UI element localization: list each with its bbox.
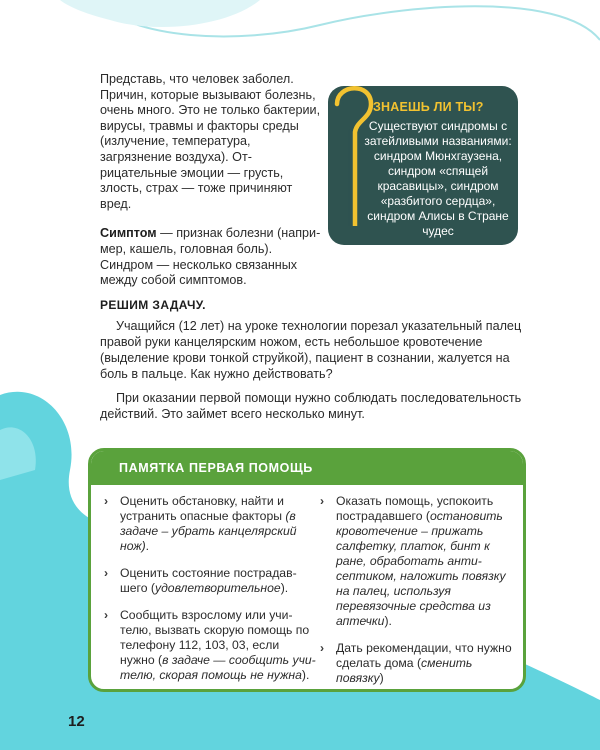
chevron-right-icon: ›	[320, 494, 325, 508]
chevron-right-icon: ›	[104, 494, 109, 508]
memo-left-column	[104, 494, 316, 692]
memo-title: ПАМЯТКА ПЕРВАЯ ПОМОЩЬ	[91, 451, 523, 485]
memo-step-1: › Оценить обстановку, найти и устранить опасные факторы (в задаче – убрать канцелярский нож).	[104, 494, 297, 553]
chevron-right-icon: ›	[104, 566, 109, 580]
task-heading: РЕШИМ ЗАДАЧУ.	[100, 298, 206, 312]
task-text: Учащийся (12 лет) на уроке технологии порезал указательный палец правой руки канцелярским ножом, есть небольшое кровотечение (выделение крови тонкой струйкой), пациент в сознании, жалуется на боль в пальце. Как нужно действовать?	[100, 319, 522, 381]
memo-step-3: › Сообщить взрослому или учителю, вызвать скорую помощь по телефону 112, 103, 03, если нужно (в задаче — сообщить учителю, скорая помощь не нужна).	[104, 608, 316, 682]
chevron-right-icon: ›	[320, 641, 325, 655]
memo-step-5: › Дать рекомендации, что нужно сделать дома (сменить повязку)	[320, 641, 512, 685]
order-text: При оказании первой помощи нужно соблюдать последовательность действий. Это займет всего несколько минут.	[100, 391, 522, 421]
intro-text	[100, 72, 322, 303]
intro-paragraph-1: Представь, что человек заболел. Причин, которые вызывают болезнь, очень много. Это не только бактерии, вирусы, травмы и факторы среды (излучение, температура, загрязнение воздуха). Отрицательные эмоции — грусть, злость, страх — тоже причиняют вред.	[100, 72, 321, 211]
page-number: 12	[68, 713, 85, 730]
intro-paragraph-2-text: — признак болезни (например, кашель, головная боль). Синдром — несколько связанных между собой симптомов.	[100, 226, 321, 288]
memo-right-column	[320, 494, 520, 692]
did-you-know-box	[328, 86, 518, 245]
intro-paragraph-2	[100, 226, 322, 288]
decorative-blob-top	[60, 0, 260, 27]
memo-step-4: › Оказать помощь, успокоить пострадавшего (остановить кровотечение – прижать салфетку, платок, бинт к ране, обработать антисептиком, наложить повязку на палец, используя перевязочные средства из аптечки).	[320, 494, 506, 628]
term-symptom: Симптом	[100, 226, 157, 241]
chevron-right-icon: ›	[104, 608, 109, 622]
did-you-know-title: ЗНАЕШЬ ЛИ ТЫ?	[373, 100, 484, 114]
did-you-know-text: Существуют синдромы с затейливыми названиями: синдром Мюнхгаузена, синдром «спящей красавицы», синдром «разбитого сердца», синдром Алисы в Стране чудес	[364, 119, 512, 238]
memo-step-2: › Оценить состояние пострадавшего (удовлетворительное).	[104, 566, 297, 595]
first-aid-memo	[88, 448, 526, 692]
